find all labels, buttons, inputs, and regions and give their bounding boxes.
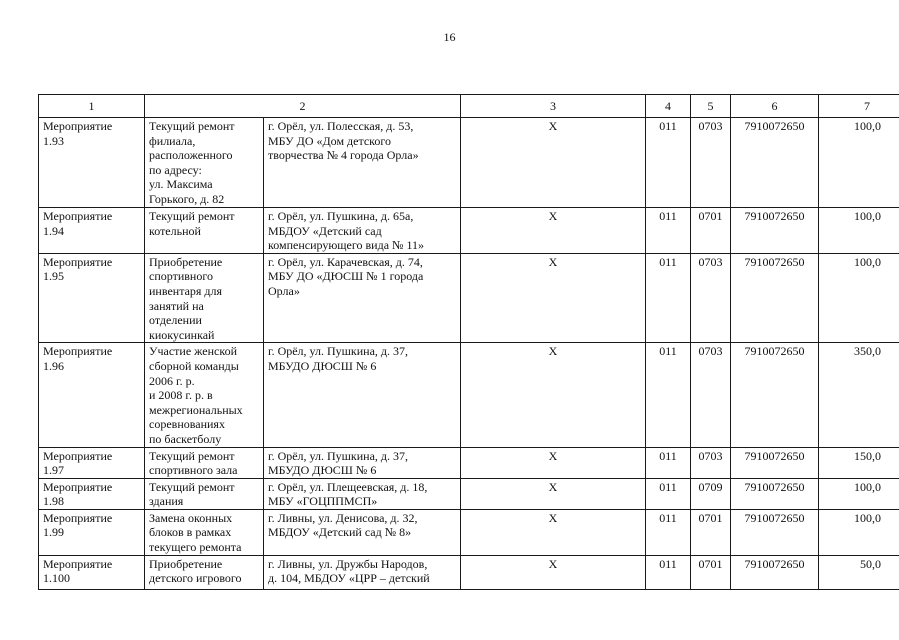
event-amount: 100,0 <box>819 509 899 555</box>
event-col3: Х <box>461 208 646 254</box>
header-col-5: 5 <box>691 95 731 118</box>
event-code: Мероприятие 1.99 <box>39 509 145 555</box>
event-address: г. Ливны, ул. Дружбы Народов, д. 104, МБДОУ «ЦРР – детский <box>264 555 461 589</box>
event-col4: 011 <box>646 509 691 555</box>
event-name: Замена оконных блоков в рамках текущего ремонта <box>145 509 264 555</box>
event-col3: Х <box>461 118 646 208</box>
event-address: г. Ливны, ул. Денисова, д. 32, МБДОУ «Детский сад № 8» <box>264 509 461 555</box>
event-col3: Х <box>461 509 646 555</box>
table-row <box>39 253 899 343</box>
event-col5: 0701 <box>691 208 731 254</box>
table-header-row <box>39 95 899 118</box>
event-col4: 011 <box>646 555 691 589</box>
event-name: Приобретение спортивного инвентаря для занятий на отделении киокусинкай <box>145 253 264 343</box>
event-code: Мероприятие 1.93 <box>39 118 145 208</box>
header-col-4: 4 <box>646 95 691 118</box>
event-col5: 0703 <box>691 253 731 343</box>
event-col5: 0709 <box>691 478 731 509</box>
event-address: г. Орёл, ул. Плещеевская, д. 18, МБУ «ГОЦППМСП» <box>264 478 461 509</box>
event-amount: 350,0 <box>819 343 899 447</box>
event-col3: Х <box>461 478 646 509</box>
event-code: Мероприятие 1.98 <box>39 478 145 509</box>
header-col-7: 7 <box>819 95 899 118</box>
event-col6: 7910072650 <box>731 343 819 447</box>
event-col4: 011 <box>646 478 691 509</box>
event-name: Текущий ремонт котельной <box>145 208 264 254</box>
event-col5: 0701 <box>691 509 731 555</box>
event-col5: 0701 <box>691 555 731 589</box>
event-address: г. Орёл, ул. Полесская, д. 53, МБУ ДО «Дом детского творчества № 4 города Орла» <box>264 118 461 208</box>
table-row <box>39 208 899 254</box>
page-number: 16 <box>443 30 456 44</box>
event-col3: Х <box>461 253 646 343</box>
event-col6: 7910072650 <box>731 447 819 478</box>
event-code: Мероприятие 1.97 <box>39 447 145 478</box>
event-col6: 7910072650 <box>731 555 819 589</box>
event-code: Мероприятие 1.95 <box>39 253 145 343</box>
event-address: г. Орёл, ул. Пушкина, д. 37, МБУДО ДЮСШ № 6 <box>264 447 461 478</box>
event-col6: 7910072650 <box>731 208 819 254</box>
event-col6: 7910072650 <box>731 509 819 555</box>
header-col-2: 2 <box>145 95 461 118</box>
event-col6: 7910072650 <box>731 118 819 208</box>
event-address: г. Орёл, ул. Пушкина, д. 37, МБУДО ДЮСШ № 6 <box>264 343 461 447</box>
event-name: Приобретение детского игрового <box>145 555 264 589</box>
header-col-3: 3 <box>461 95 646 118</box>
event-name: Текущий ремонт здания <box>145 478 264 509</box>
event-code: Мероприятие 1.94 <box>39 208 145 254</box>
event-amount: 100,0 <box>819 253 899 343</box>
event-col4: 011 <box>646 118 691 208</box>
table-row <box>39 447 899 478</box>
event-col3: Х <box>461 447 646 478</box>
event-col4: 011 <box>646 208 691 254</box>
event-code: Мероприятие 1.96 <box>39 343 145 447</box>
event-col5: 0703 <box>691 343 731 447</box>
event-col6: 7910072650 <box>731 478 819 509</box>
event-amount: 100,0 <box>819 478 899 509</box>
event-amount: 100,0 <box>819 118 899 208</box>
event-code: Мероприятие 1.100 <box>39 555 145 589</box>
header-col-1: 1 <box>39 95 145 118</box>
event-amount: 150,0 <box>819 447 899 478</box>
event-col6: 7910072650 <box>731 253 819 343</box>
event-col3: Х <box>461 343 646 447</box>
event-amount: 100,0 <box>819 208 899 254</box>
event-col5: 0703 <box>691 447 731 478</box>
table-row <box>39 343 899 447</box>
table-row <box>39 509 899 555</box>
event-col3: Х <box>461 555 646 589</box>
event-amount: 50,0 <box>819 555 899 589</box>
event-col4: 011 <box>646 447 691 478</box>
table-row <box>39 555 899 589</box>
event-name: Текущий ремонт спортивного зала <box>145 447 264 478</box>
event-address: г. Орёл, ул. Пушкина, д. 65а, МБДОУ «Детский сад компенсирующего вида № 11» <box>264 208 461 254</box>
event-name: Участие женской сборной команды 2006 г. р. и 2008 г. р. в межрегиональных соревнованиях по баскетболу <box>145 343 264 447</box>
event-col4: 011 <box>646 253 691 343</box>
event-col4: 011 <box>646 343 691 447</box>
event-name: Текущий ремонт филиала, расположенного по адресу: ул. Максима Горького, д. 82 <box>145 118 264 208</box>
events-table <box>38 94 899 590</box>
header-col-6: 6 <box>731 95 819 118</box>
event-address: г. Орёл, ул. Карачевская, д. 74, МБУ ДО «ДЮСШ № 1 города Орла» <box>264 253 461 343</box>
table-row <box>39 118 899 208</box>
table-row <box>39 478 899 509</box>
event-col5: 0703 <box>691 118 731 208</box>
